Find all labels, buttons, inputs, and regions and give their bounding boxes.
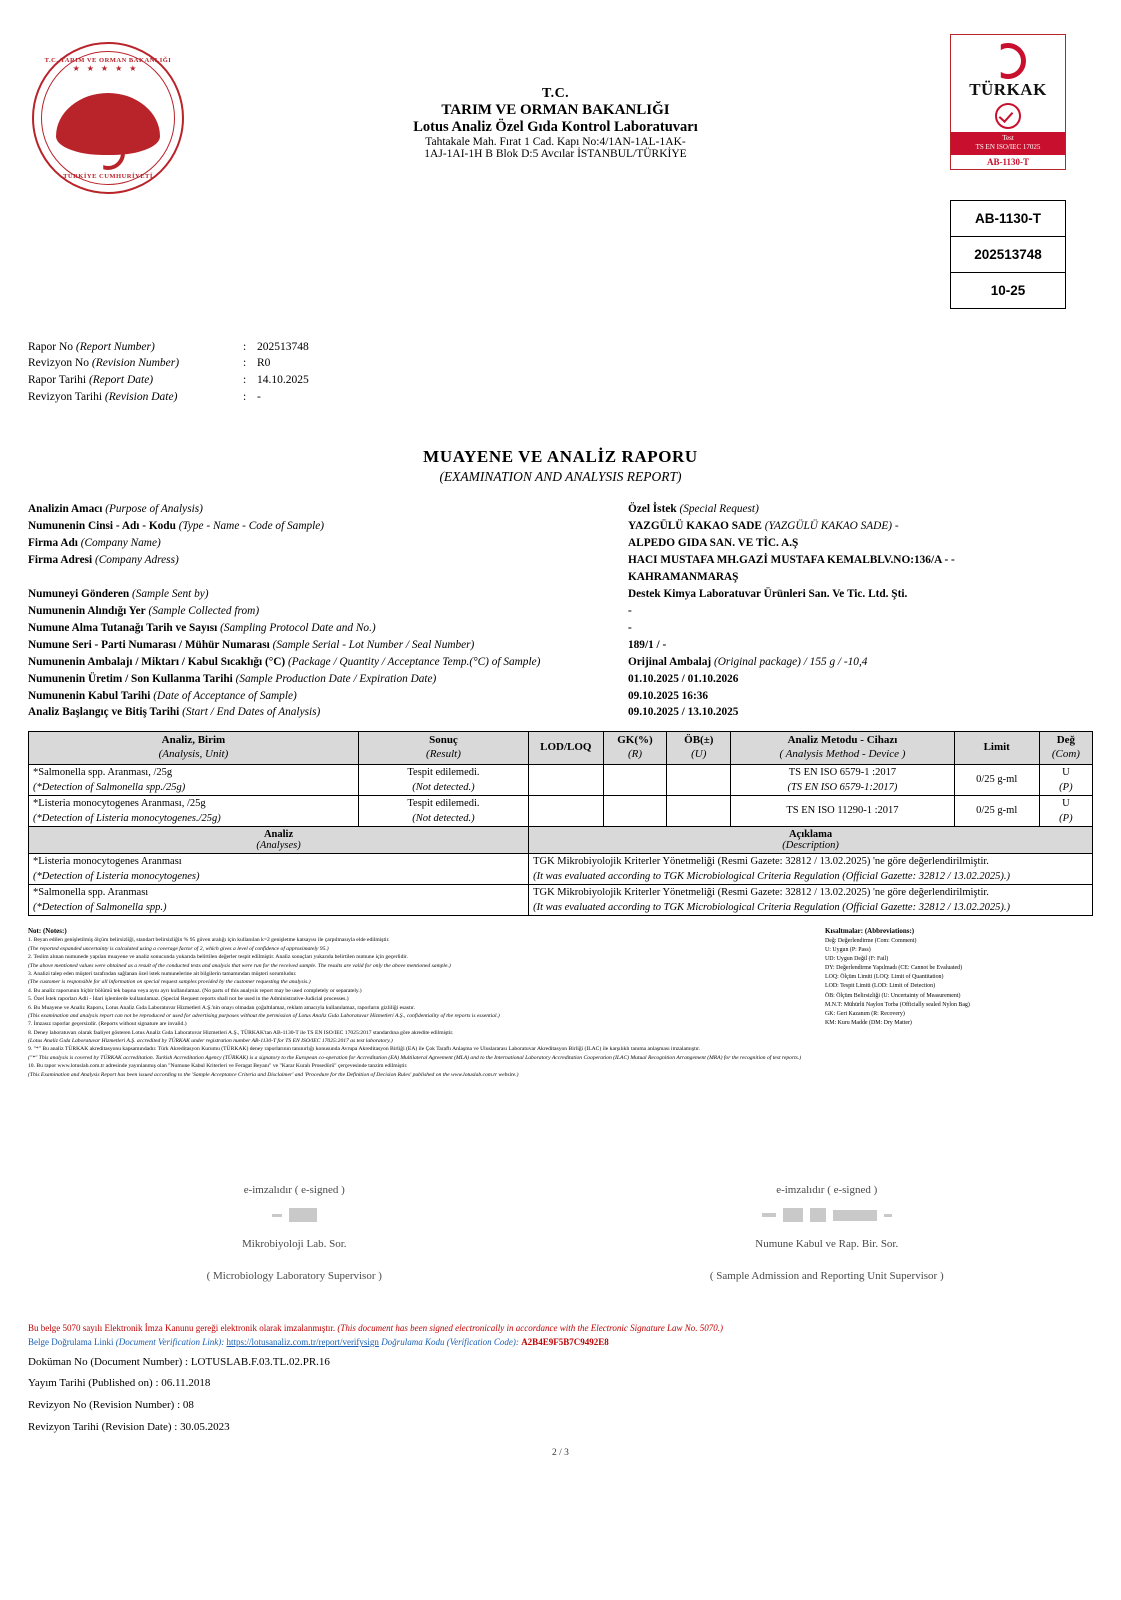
field-row: Numune Seri - Parti Numarası / Mühür Numarası (Sample Serial - Lot Number / Seal Number) 189/1 / - — [28, 638, 667, 651]
note-item: (This Examination and Analysis Report has been issued according to the 'Sample Acceptance Criteria and Disclaimer' and 'Procedure for the Definition of Decision Rules' published on the www.lotuslab.com.tr website.) — [28, 1071, 519, 1078]
cell-analysis-en: (*Detection of Salmonella spp./25g) — [29, 780, 359, 796]
note-item: 10. Bu rapor www.lotuslab.com.tr adresinde yayınlanmış olan "Numune Kabul Kriterleri ve Feragat Beyanı" ve "Karar Kuralı Prosedürü" çerçevesinde tanzim edilmiştir. — [28, 1063, 408, 1070]
turkak-bar-line-1: Test — [1002, 134, 1014, 142]
signature-section — [28, 1184, 1093, 1282]
note-item: 9. "*" Bu analiz TÜRKAK akreditasyonu kapsamındadır. Türk Akreditasyon Kurumu (TÜRKAK) deney raporlarının tanınırlığı konusunda Avrupa Akreditasyon Birliği (EA) ile Çok Taraflı Anlaşma ve Uluslararası Laboratuvar Akreditasyon Birliği (ILAC) ile karşılıklı tanıma anlaşması imzalamıştır. — [28, 1046, 701, 1053]
page-title-en: (EXAMINATION AND ANALYSIS REPORT) — [439, 469, 682, 485]
note-item: (The customer is responsible for all information on special request samples provided by the customer requesting the analysis.) — [28, 979, 311, 986]
cell-limit: 0/25 g-ml — [954, 795, 1039, 826]
abbreviation-item: UD: Uygun Değil (F: Fail) — [825, 956, 889, 962]
seal-bottom-text: TÜRKİYE CUMHURİYETİ — [63, 173, 153, 180]
cell-method-en: (TS EN ISO 6579-1:2017) — [731, 780, 954, 796]
field-row: Numuneyi Gönderen (Sample Sent by) Destek Kimya Laboratuvar Ürünleri San. Ve Tic. Ltd. Şti. — [28, 587, 908, 600]
abbreviation-item: GK: Geri Kazanım (R: Recovery) — [825, 1010, 905, 1017]
note-item: 1. Beyan edilen genişletilmiş ölçüm belirsizliği, standart belirsizliğin % 95 güven aralığı için kullanılan k=2 genişletme katsayısı ile çarpılmasıyla elde edilmiştir. — [28, 937, 390, 944]
turkak-logo — [950, 34, 1066, 170]
cell-comment-en: (P) — [1039, 811, 1092, 827]
field-row: Numune Alma Tutanağı Tarih ve Sayısı (Sampling Protocol Date and No.) - — [28, 621, 632, 634]
field-row: Numunenin Ambalajı / Miktarı / Kabul Sıcaklığı (°C) (Package / Quantity / Acceptance Temp.(°C) of Sample) Orijinal Ambalaj (Original package) / 155 g / -10,4 — [28, 655, 868, 668]
meta-row: Rapor No (Report Number) : 202513748 — [28, 339, 1093, 356]
results-table-head — [29, 732, 1093, 765]
note-item: ("*" This analysis is covered by TÜRKAK accreditation. Turkish Accreditation Agency (TÜRKAK) is a signatory to the European co-operation for Accreditation (EA) Multilateral Agreement (MLA) and to the International Laboratory Accreditation Cooperation (ILAC) Mutual Recognition Arrangement (MRA) for the recognition of test reports.) — [28, 1054, 802, 1061]
lab-name: Lotus Analiz Özel Gıda Kontrol Laboratuvarı — [413, 119, 698, 135]
ministry-seal-wrap — [28, 34, 188, 194]
turkak-crescent-icon — [990, 43, 1026, 79]
report-meta — [28, 339, 1093, 406]
meta-value: 14.10.2025 — [257, 373, 309, 386]
lab-address-line-2: 1AJ-1AI-1H B Blok D:5 Avcılar İSTANBUL/TÜRKİYE — [424, 148, 687, 160]
signature-role-tr: Numune Kabul ve Rap. Bir. Sor. — [755, 1238, 899, 1251]
report-id-boxes — [950, 200, 1066, 309]
seal-stars-icon: ★★★★★ — [72, 64, 144, 73]
meta-row: Revizyon Tarihi (Revision Date) : - — [28, 389, 1093, 406]
meta-label: Revizyon No (Revision Number) — [28, 357, 180, 370]
field-row: Firma Adı (Company Name) ALPEDO GIDA SAN. VE TİC. A.Ş — [28, 537, 799, 550]
cell-desc-analysis-en: (*Detection of Listeria monocytogenes) — [29, 869, 529, 885]
cell-analysis-en: (*Detection of Listeria monocytogenes./25g) — [29, 811, 359, 827]
signature-image — [561, 1206, 1094, 1224]
esign-legal-note: Bu belge 5070 sayılı Elektronik İmza Kanunu gereği elektronik olarak imzalanmıştır. (This document has been signed electronically in accordance with the Electronic Signature Law No. 5070.) — [28, 1323, 724, 1334]
turkak-bar-line-2: TS EN ISO/IEC 17025 — [975, 142, 1041, 151]
abbreviation-item: U: Uygun (P: Pass) — [825, 946, 871, 953]
meta-label: Rapor No (Report Number) — [28, 340, 155, 353]
cell-desc-text-en: (It was evaluated according to TGK Microbiological Criteria Regulation (Official Gazette: 32812 / 13.02.2025).) — [529, 869, 1093, 885]
abbreviations-title: Kısaltmalar: (Abbreviations:) — [825, 926, 915, 935]
note-item: (The reported expanded uncertainty is calculated using a coverage factor of 2, which gives a level of confidence of approximately 95.) — [28, 945, 329, 952]
revision-number-line: Revizyon No (Revision Number) : 08 — [28, 1399, 194, 1412]
col-limit: Limit — [954, 732, 1039, 765]
col-analysis: Analiz, Birim (Analysis, Unit) — [29, 732, 359, 765]
results-table — [28, 731, 1093, 916]
abbreviation-item: LOQ: Ölçüm Limiti (LOQ: Limit of Quantitation) — [825, 974, 944, 981]
ministry-line-2: TARIM VE ORMAN BAKANLIĞI — [441, 102, 670, 118]
accreditation-block — [923, 34, 1093, 309]
col-lod-loq: LOD/LOQ — [529, 732, 603, 765]
note-item: 8. Deney laboratuvarı olarak faaliyet gösteren Lotus Analiz Gıda Laboratuvar Hizmetleri A.Ş., TÜRKAK'tan AB-1130-T ile TS EN ISO/IEC 17025:2017 standardına göre akredite edilmiştir. — [28, 1029, 454, 1036]
ministry-seal-icon — [32, 42, 184, 194]
col-comment: Değ (Com) — [1039, 732, 1092, 765]
ministry-line-1: T.C. — [541, 86, 569, 101]
document-title-block — [188, 34, 923, 160]
cell-lod-loq — [529, 795, 603, 826]
page-number: 2 / 3 — [552, 1448, 569, 1459]
verification-line: Belge Doğrulama Linki (Document Verification Link): https://lotusanaliz.com.tr/report/verifysign Doğrulama Kodu (Verification Code): A2B4E9F5B7C9492E8 — [28, 1336, 609, 1347]
table-row — [29, 795, 1093, 811]
description-row — [29, 853, 1093, 869]
document-number-line: Doküman No (Document Number) : LOTUSLAB.F.03.TL.02.PR.16 — [28, 1355, 330, 1368]
box-report-number: 202513748 — [950, 237, 1066, 273]
cell-desc-analysis: *Salmonella spp. Aranması — [29, 884, 529, 900]
abbreviation-item: ÖB: Ölçüm Belirsizliği (U: Uncertainty of Measurement) — [825, 992, 961, 999]
meta-value: 202513748 — [257, 340, 309, 353]
esign-label: e-imzalıdır ( e-signed ) — [243, 1184, 345, 1197]
revision-date-line: Revizyon Tarihi (Revision Date) : 30.05.2023 — [28, 1420, 230, 1433]
cell-method: TS EN ISO 6579-1 :2017 — [731, 764, 954, 780]
results-header-row — [29, 732, 1093, 765]
box-period: 10-25 — [950, 273, 1066, 309]
cell-comment-en: (P) — [1039, 780, 1092, 796]
cell-result: Tespit edilemedi. — [358, 764, 528, 780]
meta-label: Revizyon Tarihi (Revision Date) — [28, 390, 178, 403]
seal-top-text: T.C. TARIM VE ORMAN BAKANLIĞI — [44, 57, 172, 64]
cell-ob — [667, 795, 731, 826]
cell-limit: 0/25 g-ml — [954, 764, 1039, 795]
description-row — [29, 884, 1093, 900]
note-item: 7. İmzasız raporlar geçersizdir. (Reports without signature are invalid.) — [28, 1021, 187, 1028]
lab-address-line-1: Tahtakale Mah. Fırat 1 Cad. Kapı No:4/1AN-1AL-1AK- — [425, 136, 686, 148]
meta-value: R0 — [257, 357, 271, 370]
cell-desc-analysis: *Listeria monocytogenes Aranması — [29, 853, 529, 869]
turkak-name: TÜRKAK — [969, 80, 1047, 99]
field-row: Analiz Başlangıç ve Bitiş Tarihi (Start / End Dates of Analysis) 09.10.2025 / 13.10.2025 — [28, 706, 739, 719]
meta-row: Revizyon No (Revision Number) : R0 — [28, 355, 1093, 372]
page-header — [28, 34, 1093, 309]
page-footer — [28, 1322, 1093, 1461]
results-table-body — [29, 764, 1093, 915]
signature-role-en: ( Microbiology Laboratory Supervisor ) — [206, 1270, 382, 1283]
cell-result-en: (Not detected.) — [358, 811, 528, 827]
cell-gk — [603, 764, 667, 795]
note-item: (This examination and analysis report can not be reproduced or used for advertising purposes without the permission of Lotus Analiz Gıda Laboratuvar Hizmetleri A.Ş., confidentiality of the reports is essential.) — [28, 1012, 500, 1019]
field-row: Numunenin Kabul Tarihi (Date of Acceptance of Sample) 09.10.2025 16:36 — [28, 689, 709, 702]
description-row-sub — [29, 900, 1093, 916]
cell-gk — [603, 795, 667, 826]
cell-desc-analysis-en: (*Detection of Salmonella spp.) — [29, 900, 529, 916]
description-header-row — [29, 826, 1093, 853]
abbreviation-item: DY: Değerlendirme Yapılmadı (CE: Cannot be Evaluated) — [825, 965, 963, 972]
col-desc-description: Açıklama (Description) — [529, 826, 1093, 853]
cell-analysis: *Listeria monocytogenes Aranması, /25g — [29, 795, 359, 811]
cell-comment: U — [1039, 795, 1092, 811]
page-title — [28, 447, 1093, 485]
abbreviation-item: M.N.T: Mühürlü Naylon Torba (Officially sealed Nylon Bag) — [825, 1001, 970, 1008]
cell-desc-text: TGK Mikrobiyolojik Kriterler Yönetmeliği (Resmi Gazete: 32812 / 13.02.2025) 'ne göre değerlendirilmiştir. — [529, 853, 1093, 869]
meta-value: - — [257, 390, 261, 403]
cell-desc-text-en: (It was evaluated according to TGK Microbiological Criteria Regulation (Official Gazette: 32812 / 13.02.2025).) — [529, 900, 1093, 916]
cell-ob — [667, 764, 731, 795]
notes-title: Not: (Notes:) — [28, 926, 67, 935]
col-method: Analiz Metodu - Cihazı ( Analysis Method - Device ) — [731, 732, 954, 765]
box-accreditation-code: AB-1130-T — [950, 200, 1066, 237]
signature-block-microbiology — [28, 1184, 561, 1282]
abbreviation-item: Değ: Değerlendirme (Com: Comment) — [825, 937, 917, 944]
note-item: 6. Bu Muayene ve Analiz Raporu, Lotus Analiz Gıda Laboratuvar Hizmetleri A.Ş.'nin onayı olmadan çoğaltılamaz, reklam amacıyla kullanılamaz, raporların gizliliği esastır. — [28, 1004, 416, 1011]
col-result: Sonuç (Result) — [358, 732, 528, 765]
field-row: Numunenin Üretim / Son Kullanma Tarihi (Sample Production Date / Expiration Date) 01.10.2025 / 01.10.2026 — [28, 672, 739, 685]
note-item: 4. Bu analiz raporunun hiçbir bölümü tek başına veya aynı ayrı kullanılamaz. (No parts of this analysis report may be used completely or separately.) — [28, 987, 362, 994]
page-title-tr: MUAYENE VE ANALİZ RAPORU — [423, 447, 698, 467]
signature-role-tr: Mikrobiyoloji Lab. Sor. — [242, 1238, 347, 1251]
description-row-sub — [29, 869, 1093, 885]
notes-section — [28, 926, 1093, 1079]
abbreviation-item: LOD: Tespit Limiti (LOD: Limit of Detection) — [825, 983, 936, 990]
table-row — [29, 764, 1093, 780]
verification-link[interactable]: https://lotusanaliz.com.tr/report/verifysign — [226, 1336, 379, 1347]
note-item: (Lotus Analiz Gıda Laboratuvar Hizmetleri A.Ş. accredited by TÜRKAK under registration number AB-1130-T for TS EN ISO/IEC 17025:2017 as test laboratory.) — [28, 1038, 393, 1045]
field-row: Numunenin Alındığı Yer (Sample Collected from) - — [28, 604, 632, 617]
meta-row: Rapor Tarihi (Report Date) : 14.10.2025 — [28, 372, 1093, 389]
note-item: 5. Özel İstek raporları Adli - İdari işlemlerde kullanılamaz. (Special Request reports shall not be used in the Administrative-Judicial processes.) — [28, 996, 349, 1003]
sample-info-fields — [28, 501, 1093, 721]
signature-role-en: ( Sample Admission and Reporting Unit Supervisor ) — [709, 1270, 944, 1283]
turkak-check-icon — [995, 103, 1021, 129]
cell-comment: U — [1039, 764, 1092, 780]
field-row: Numunenin Cinsi - Adı - Kodu (Type - Name - Code of Sample) YAZGÜLÜ KAKAO SADE (YAZGÜLÜ KAKAO SADE) - — [28, 520, 899, 533]
note-item: (The above mentioned values were obtained as a result of the conducted tests and analysis that were run for the received sample. The results are valid for only the above mentioned sample.) — [28, 962, 451, 969]
signature-image — [28, 1206, 561, 1224]
col-gk: GK(%) (R) — [603, 732, 667, 765]
cell-desc-text: TGK Mikrobiyolojik Kriterler Yönetmeliği (Resmi Gazete: 32812 / 13.02.2025) 'ne göre değerlendirilmiştir. — [529, 884, 1093, 900]
turkak-bar — [951, 132, 1065, 154]
publish-date-line: Yayım Tarihi (Published on) : 06.11.2018 — [28, 1377, 211, 1390]
notes-list — [28, 926, 807, 1079]
col-ob: ÖB(±) (U) — [667, 732, 731, 765]
cell-result-en: (Not detected.) — [358, 780, 528, 796]
signature-block-sample-admission — [561, 1184, 1094, 1282]
note-item: 2. Teslim alınan numunede yapılan muayene ve analiz sonucunda yukarıda belirtilen değerler tespit edilmiştir. Analiz sonuçları yukarıda belirtilen numune için geçerlidir. — [28, 954, 408, 961]
field-row: Firma Adresi (Company Adress) HACI MUSTAFA MH.GAZİ MUSTAFA KEMALBLV.NO:136/A - - KAHRAMANMARAŞ — [28, 554, 955, 583]
cell-result: Tespit edilemedi. — [358, 795, 528, 811]
field-row: Analizin Amacı (Purpose of Analysis) Özel İstek (Special Request) — [28, 503, 759, 516]
esign-label: e-imzalıdır ( e-signed ) — [776, 1184, 878, 1197]
col-desc-analysis: Analiz (Analyses) — [29, 826, 529, 853]
meta-label: Rapor Tarihi (Report Date) — [28, 373, 154, 386]
cell-analysis: *Salmonella spp. Aranması, /25g — [29, 764, 359, 780]
abbreviation-item: KM: Kuru Madde (DM: Dry Matter) — [825, 1019, 912, 1026]
abbreviations-list — [825, 926, 1093, 1079]
cell-lod-loq — [529, 764, 603, 795]
turkak-code: AB-1130-T — [951, 154, 1065, 169]
cell-method: TS EN ISO 11290-1 :2017 — [731, 795, 954, 826]
note-item: 3. Analizi talep eden müşteri tarafından sağlanan özel istek numunelerine ait bilgilerin tamamından müşteri sorumludur. — [28, 970, 297, 977]
